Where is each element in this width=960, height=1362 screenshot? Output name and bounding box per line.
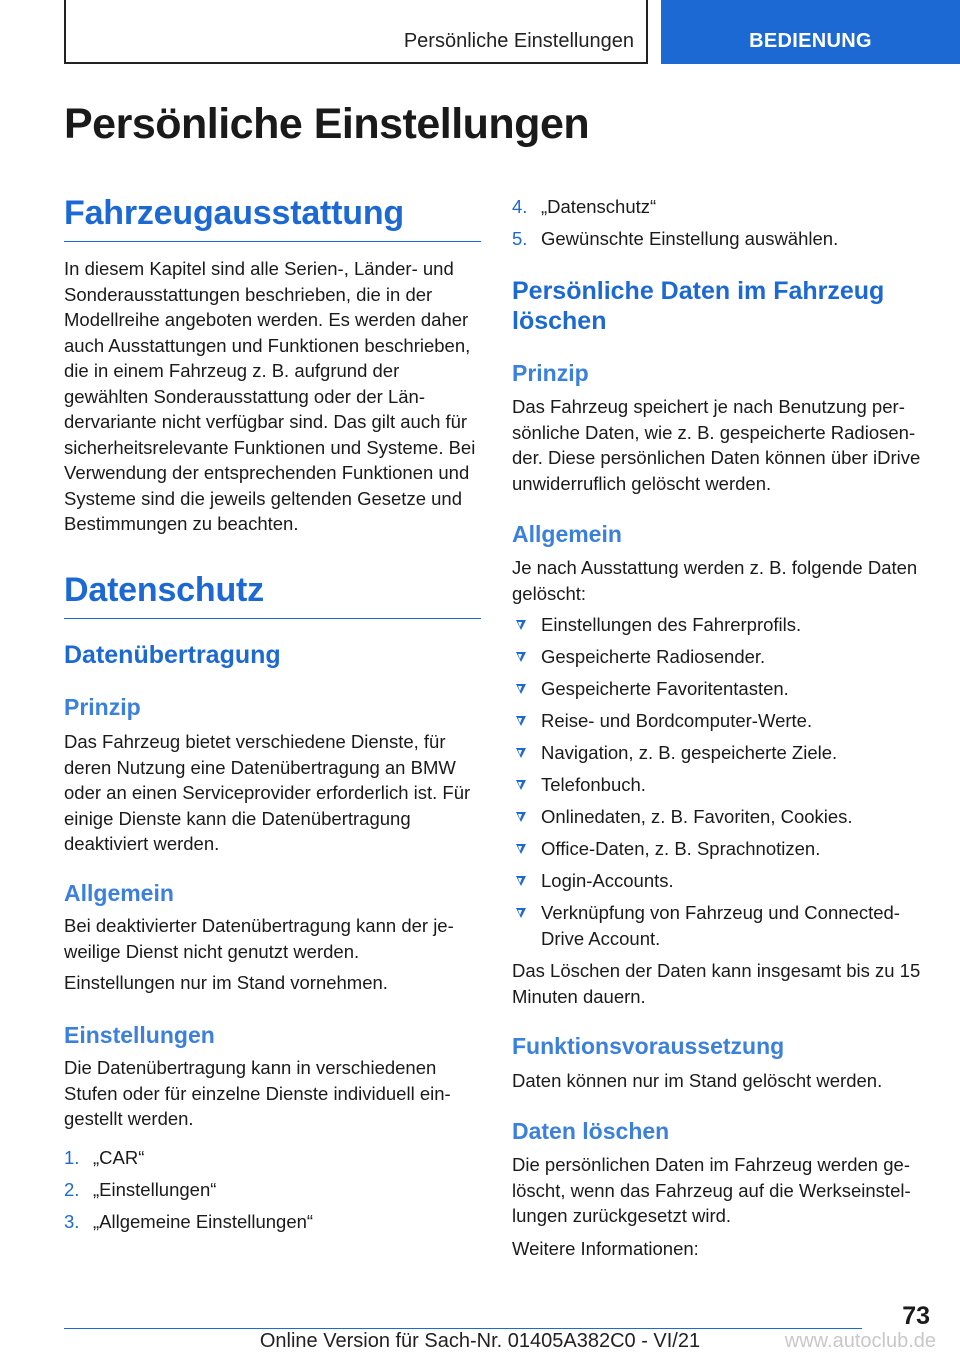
watermark: www.autoclub.de [784, 1330, 936, 1352]
bullet-triangle-icon [516, 684, 526, 694]
page-title: Persönliche Einstellungen [64, 100, 590, 148]
bullet-triangle-icon [516, 844, 526, 854]
paragraph-prinzip: Das Fahrzeug bietet verschiedene Dienste, für deren Nutzung eine Datenübertragung an BMW oder an einen Serviceprovider erforderlich ist. Für einige Dienste kann die Datenübertragung deaktiviert werden. [64, 731, 471, 854]
bullet-text: Einstellungen des Fahrerprofils. [541, 614, 802, 635]
paragraph-allgemein-right: Je nach Ausstattung werden z. B. folgende Daten gelöscht: [512, 557, 918, 604]
step-text: „Einstellungen“ [93, 1179, 217, 1200]
bullet-text: Gespeicherte Radiosender. [541, 646, 766, 667]
step-text: „Allgemeine Einstellungen“ [93, 1211, 314, 1232]
step-number: 3. [64, 1211, 80, 1232]
header-chapter-tab [661, 0, 960, 64]
step-text: Gewünschte Einstellung auswählen. [541, 228, 839, 249]
step-text: „Datenschutz“ [541, 196, 657, 217]
bullet-text: Office-Daten, z. B. Sprachnotizen. [541, 838, 821, 859]
bullet-text: Onlinedaten, z. B. Favoriten, Cookies. [541, 806, 853, 827]
header-chapter-label: BEDIENUNG [749, 30, 872, 52]
paragraph-prinzip-right: Das Fahrzeug speichert je nach Benutzung persönliche Daten, wie z. B. gespeicherte Radiosender. Diese persönlichen Daten können über iDrive unwiderruflich gelöscht werden. [512, 396, 921, 494]
header-section-title: Persönliche Einstellungen [403, 30, 634, 52]
heading-daten-loeschen-section: Persönliche Daten im Fahrzeug löschen [512, 277, 885, 335]
step-number: 4. [512, 196, 528, 217]
step-number: 2. [64, 1179, 80, 1200]
bullet-triangle-icon [516, 780, 526, 790]
bullet-text: Navigation, z. B. gespeicherte Ziele. [541, 742, 838, 763]
paragraph-weitere-informationen: Weitere Informationen: [512, 1238, 699, 1259]
bullet-triangle-icon [516, 812, 526, 822]
bullet-text: Telefonbuch. [541, 774, 646, 795]
bullet-text: Gespeicherte Favoritentasten. [541, 678, 789, 699]
bullet-triangle-icon [516, 652, 526, 662]
bullet-text: Reise- und Bordcomputer-Werte. [541, 710, 813, 731]
heading-daten-loeschen: Daten löschen [512, 1118, 670, 1144]
heading-funktionsvoraussetzung: Funktionsvoraussetzung [512, 1033, 785, 1059]
paragraph-funktionsvoraussetzung: Daten können nur im Stand gelöscht werden. [512, 1070, 883, 1091]
footer-divider [64, 1328, 862, 1329]
paragraph-allgemein-1: Bei deaktivierter Datenübertragung kann der jeweilige Dienst nicht genutzt werden. [64, 915, 454, 962]
paragraph-einstellungen: Die Datenübertragung kann in verschiedenen Stufen oder für einzelne Dienste individuell eingestellt werden. [64, 1057, 451, 1129]
header-section-box [64, 0, 648, 64]
paragraph-fahrzeugausstattung: In diesem Kapitel sind alle Serien-, Länder- und Sonderausstattungen beschrieben, die in der Modellreihe angeboten werden. Es werden daher auch Ausstattungen und Funktionen beschrieben, die in einem Fahrzeug z. B. aufgrund der gewählten Sonderausstattung oder der Ländervariante nicht verfügbar sind. Das gilt auch für sicherheitsrelevante Funktionen und Systeme. Bei Verwendung der entsprechenden Funktionen und Systeme sind die jeweils geltenden Gesetze und Bestimmungen zu beachten. [64, 258, 476, 534]
heading-datenschutz: Datenschutz [64, 571, 481, 619]
heading-datenuebertragung: Datenübertragung [64, 641, 281, 669]
bullet-triangle-icon [516, 908, 526, 918]
step-number: 5. [512, 228, 528, 249]
heading-einstellungen: Einstellungen [64, 1022, 215, 1048]
step-text: „CAR“ [93, 1147, 145, 1168]
footer-version-text: Online Version für Sach-Nr. 01405A382C0 - VI/21 [259, 1330, 701, 1352]
heading-prinzip-right: Prinzip [512, 360, 589, 386]
bullet-triangle-icon [516, 716, 526, 726]
step-number: 1. [64, 1147, 80, 1168]
bullet-text: Verknüpfung von Fahrzeug und ConnectedDrive Account. [541, 902, 900, 949]
bullet-triangle-icon [516, 620, 526, 630]
heading-allgemein: Allgemein [64, 880, 174, 906]
heading-allgemein-right: Allgemein [512, 521, 622, 547]
heading-fahrzeugausstattung: Fahrzeugausstattung [64, 194, 481, 242]
paragraph-daten-loeschen: Die persönlichen Daten im Fahrzeug werden gelöscht, wenn das Fahrzeug auf die Werkseinstellungen zurückgesetzt wird. [512, 1154, 911, 1226]
bullet-text: Login-Accounts. [541, 870, 674, 891]
paragraph-dauer: Das Löschen der Daten kann insgesamt bis zu 15 Minuten dauern. [512, 960, 921, 1007]
heading-prinzip: Prinzip [64, 694, 141, 720]
bullet-triangle-icon [516, 748, 526, 758]
paragraph-allgemein-2: Einstellungen nur im Stand vornehmen. [64, 972, 388, 993]
bullet-triangle-icon [516, 876, 526, 886]
page-number: 73 [902, 1302, 930, 1330]
